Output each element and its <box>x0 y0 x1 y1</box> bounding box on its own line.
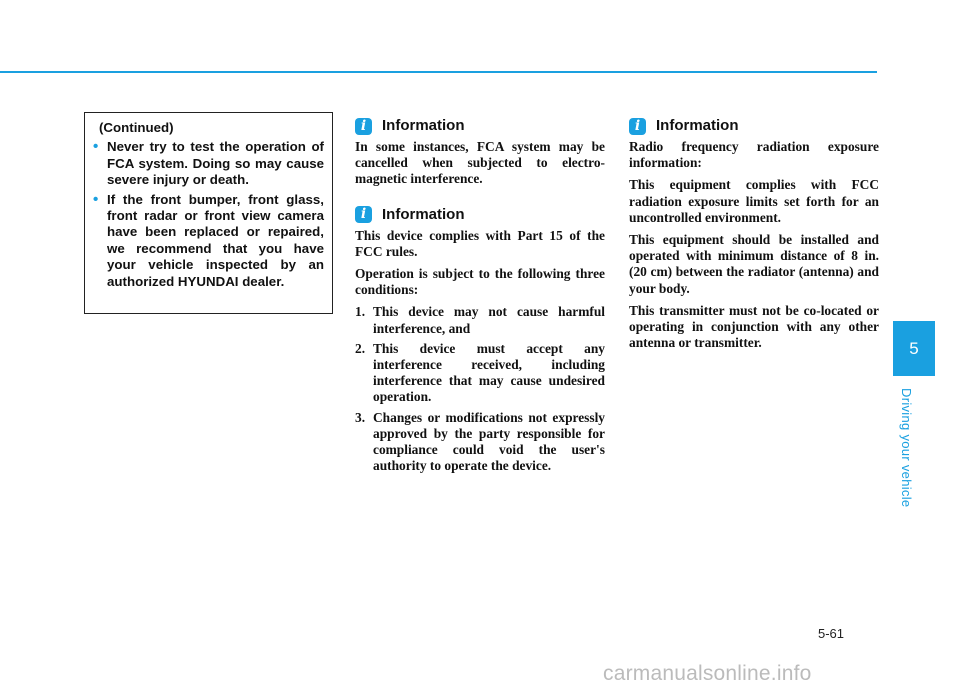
info-heading <box>629 113 879 139</box>
info-paragraph: This equipment should be installed and operated with minimum distance of 8 in. (20 cm) between the radiator (antenna) and your body. <box>629 232 879 296</box>
bullet-dot-icon: • <box>93 190 99 208</box>
footer-watermark: carmanualsonline.info <box>603 662 812 685</box>
page-number: 5-61 <box>818 626 845 641</box>
list-item <box>355 304 605 336</box>
list-number: 2. <box>355 340 366 356</box>
middle-column <box>355 113 605 478</box>
chapter-title: Driving your vehicle <box>899 388 914 508</box>
info-paragraph: This transmitter must not be co-located or operating in conjunction with any other antenna or transmitter. <box>629 302 879 351</box>
info-paragraph: In some instances, FCA system may be cancelled when subjected to electro-magnetic interference. <box>355 139 605 187</box>
list-number: 3. <box>355 409 366 425</box>
info-heading <box>355 202 605 228</box>
info-heading-text: Information <box>656 116 739 134</box>
info-heading-text: Information <box>382 116 465 134</box>
list-item <box>355 341 605 406</box>
info-icon: i <box>355 206 372 223</box>
warning-box <box>84 112 333 314</box>
list-text: This device must accept any interference received, including interference that may cause undesired operation. <box>373 340 605 405</box>
list-number: 1. <box>355 304 366 320</box>
info-paragraph: This device complies with Part 15 of the FCC rules. <box>355 227 605 259</box>
warning-bullet <box>93 192 324 290</box>
warning-bullet-text: Never try to test the operation of FCA system. Doing so may cause severe injury or death. <box>107 139 324 188</box>
right-column <box>629 113 879 357</box>
info-paragraph: Radio frequency radiation exposure information: <box>629 139 879 171</box>
info-heading <box>355 113 605 139</box>
info-heading-text: Information <box>382 205 465 223</box>
list-text: Changes or modifications not expressly approved by the party responsible for compliance could void the user's authority to operate the device. <box>373 409 605 474</box>
continued-label: (Continued) <box>99 120 174 135</box>
list-item <box>355 410 605 475</box>
info-icon: i <box>629 118 646 135</box>
warning-bullet <box>93 139 324 188</box>
list-text: This device may not cause harmful interference, and <box>373 304 605 336</box>
warning-bullet-text: If the front bumper, front glass, front radar or front view camera have been replaced or repaired, we recommend that you have your vehicle inspected by an authorized HYUNDAI dealer. <box>107 191 324 289</box>
top-rule <box>0 71 877 73</box>
bullet-dot-icon: • <box>93 138 99 156</box>
info-paragraph: This equipment complies with FCC radiation exposure limits set forth for an uncontrolled environment. <box>629 177 879 225</box>
info-icon: i <box>355 118 372 135</box>
info-paragraph: Operation is subject to the following three conditions: <box>355 266 605 298</box>
chapter-tab: 5 <box>893 321 935 376</box>
